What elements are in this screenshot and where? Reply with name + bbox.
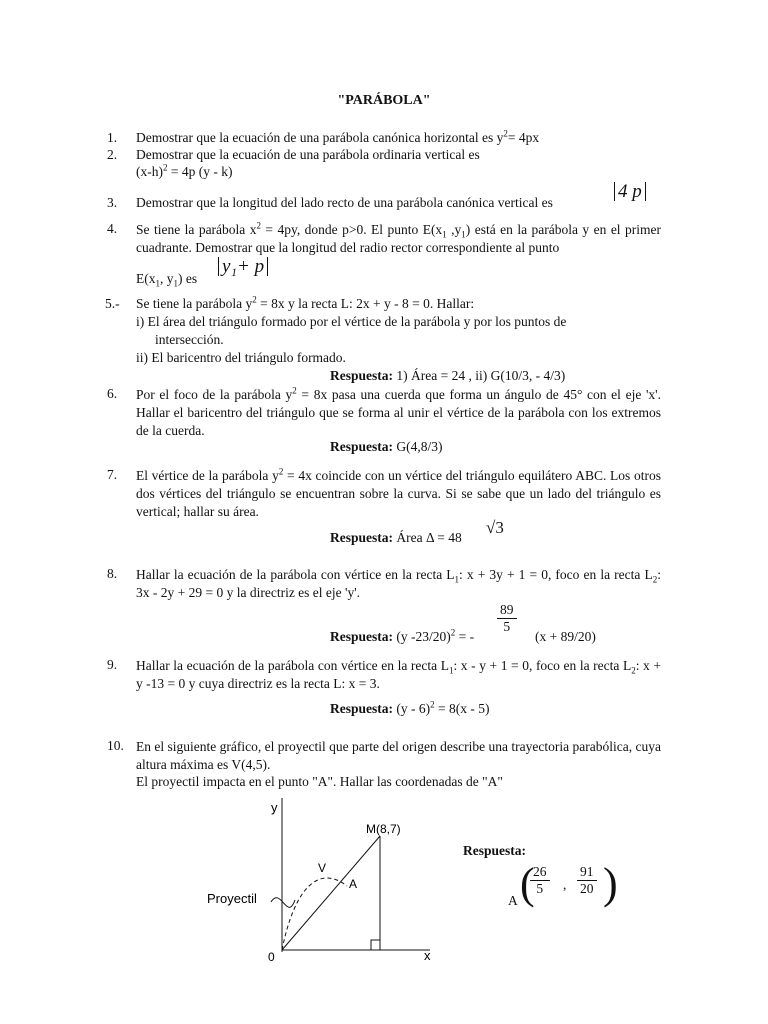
projectile-figure (195, 790, 445, 970)
right-angle-mark (371, 940, 380, 950)
answer-fraction-2: $\frac{91}{20}$ (577, 864, 597, 897)
item-8-fraction: $\frac{89}{5}$ (497, 602, 517, 635)
item-10-answer-label: Respuesta: (463, 843, 526, 858)
item-8-number: 8. (107, 566, 118, 581)
item-8-answer-tail: (x + 89/20) (535, 629, 596, 644)
item-10-question: El proyectil impacta en el punto "A". Hallar las coordenadas de "A" (136, 774, 503, 789)
line-om (282, 836, 380, 950)
item-7-root: √3 (486, 518, 504, 537)
vertex-label: V (318, 861, 327, 875)
item-3-formula: 4 p (614, 181, 646, 203)
projectile-label: Proyectil (207, 891, 257, 906)
origin-label: 0 (268, 950, 275, 964)
item-4-number: 4. (107, 221, 118, 236)
point-m-label: M(8,7) (366, 822, 401, 836)
item-4-text: Se tiene la parábola $x^2 = 4py$, donde p>0. El punto $E(x_1$ $,y_1$) está en la parábola y en el primer cuadrante. Demostrar que la longitud del radio rector correspondiente al punto (136, 220, 661, 255)
item-7-number: 7. (107, 467, 118, 482)
item-3-number: 3. (107, 195, 118, 210)
item-6-answer: Respuesta: G(4,8/3) (330, 439, 443, 454)
item-4-line3: $E(x_1$, $y_1$) es (136, 271, 198, 289)
item-9-answer: Respuesta: (y - 6)$^2$ = 8(x - 5) (330, 699, 490, 716)
point-a-label: A (349, 877, 358, 891)
item-10-text: En el siguiente gráfico, el proyectil que parte del origen describe una trayectoria parabólica, cuya altura máxima es V(4,5). (136, 739, 661, 772)
answer-separator: , (563, 877, 567, 892)
item-5-part-i: i) El área del triángulo formado por el vértice de la parábola y por los puntos de (136, 314, 567, 329)
item-2-text: Demostrar que la ecuación de una parábola ordinaria vertical es (136, 147, 480, 162)
item-10-number: 10. (107, 738, 124, 753)
item-5-part-i-cont: intersección. (155, 332, 224, 347)
item-8-text: Hallar la ecuación de la parábola con vértice en la recta $L_1$: x + 3y + 1 = 0, foco en la recta $L_2$: 3x - 2y + 29 = 0 y la directriz es el eje 'y'. (136, 567, 661, 600)
x-axis-label: x (424, 948, 431, 963)
item-10-answer-prefix: A (508, 893, 518, 908)
pointer-arrow (271, 898, 295, 908)
item-1-text: Demostrar que la ecuación de una parábola canónica horizontal es $y^2= 4px$ (136, 128, 540, 145)
item-5-text: Se tiene la parábola $y^2 = 8x$ y la recta L: 2x + y - 8 = 0. Hallar: (136, 294, 475, 311)
item-2-number: 2. (107, 147, 118, 162)
item-2-formula: $(x-h)^2 = 4p$ (y - k) (136, 162, 233, 179)
page-title: "PARÁBOLA" (337, 93, 431, 108)
item-7-answer: Respuesta: Área Δ = 48 (330, 530, 462, 545)
item-8-answer: Respuesta: (y -23/20)$^2$ = - (330, 627, 475, 644)
item-6-text: Por el foco de la parábola $y^2 = 8x$ pasa una cuerda que forma un ángulo de 45° con el eje 'x'. Hallar el baricentro del triángulo que se forma al unir el vértice de la parábola con los extremos de la cuerda. (136, 385, 661, 438)
item-9-number: 9. (107, 657, 118, 672)
item-9-text: Hallar la ecuación de la parábola con vértice en la recta $L_1$: x - y + 1 = 0, foco en la recta $L_2$: x + y -13 = 0 y cuya directriz es la recta L: x = 3. (136, 658, 661, 691)
item-5-number: 5.- (105, 296, 120, 311)
item-6-number: 6. (107, 386, 118, 401)
item-1-number: 1. (107, 130, 118, 145)
item-7-text: El vértice de la parábola $y^2 = 4x$ coincide con un vértice del triángulo equilátero ABC. Los otros dos vértices del triángulo se encuentran sobre la curva. Si se sabe que un lado del triángulo es vertical; hallar su área. (136, 466, 661, 519)
item-4-formula: y₁+ p (218, 256, 268, 278)
item-5-part-ii: ii) El baricentro del triángulo formado. (136, 350, 346, 365)
answer-fraction-1: $\frac{26}{5}$ (530, 864, 550, 897)
y-axis-label: y (271, 800, 278, 815)
paren-left: ( (520, 859, 535, 908)
paren-right: ) (603, 859, 618, 908)
item-5-answer: Respuesta: 1) Área = 24 , ii) G(10/3, - 4/3) (330, 368, 566, 383)
item-3-text: Demostrar que la longitud del lado recto de una parábola canónica vertical es (136, 195, 553, 210)
